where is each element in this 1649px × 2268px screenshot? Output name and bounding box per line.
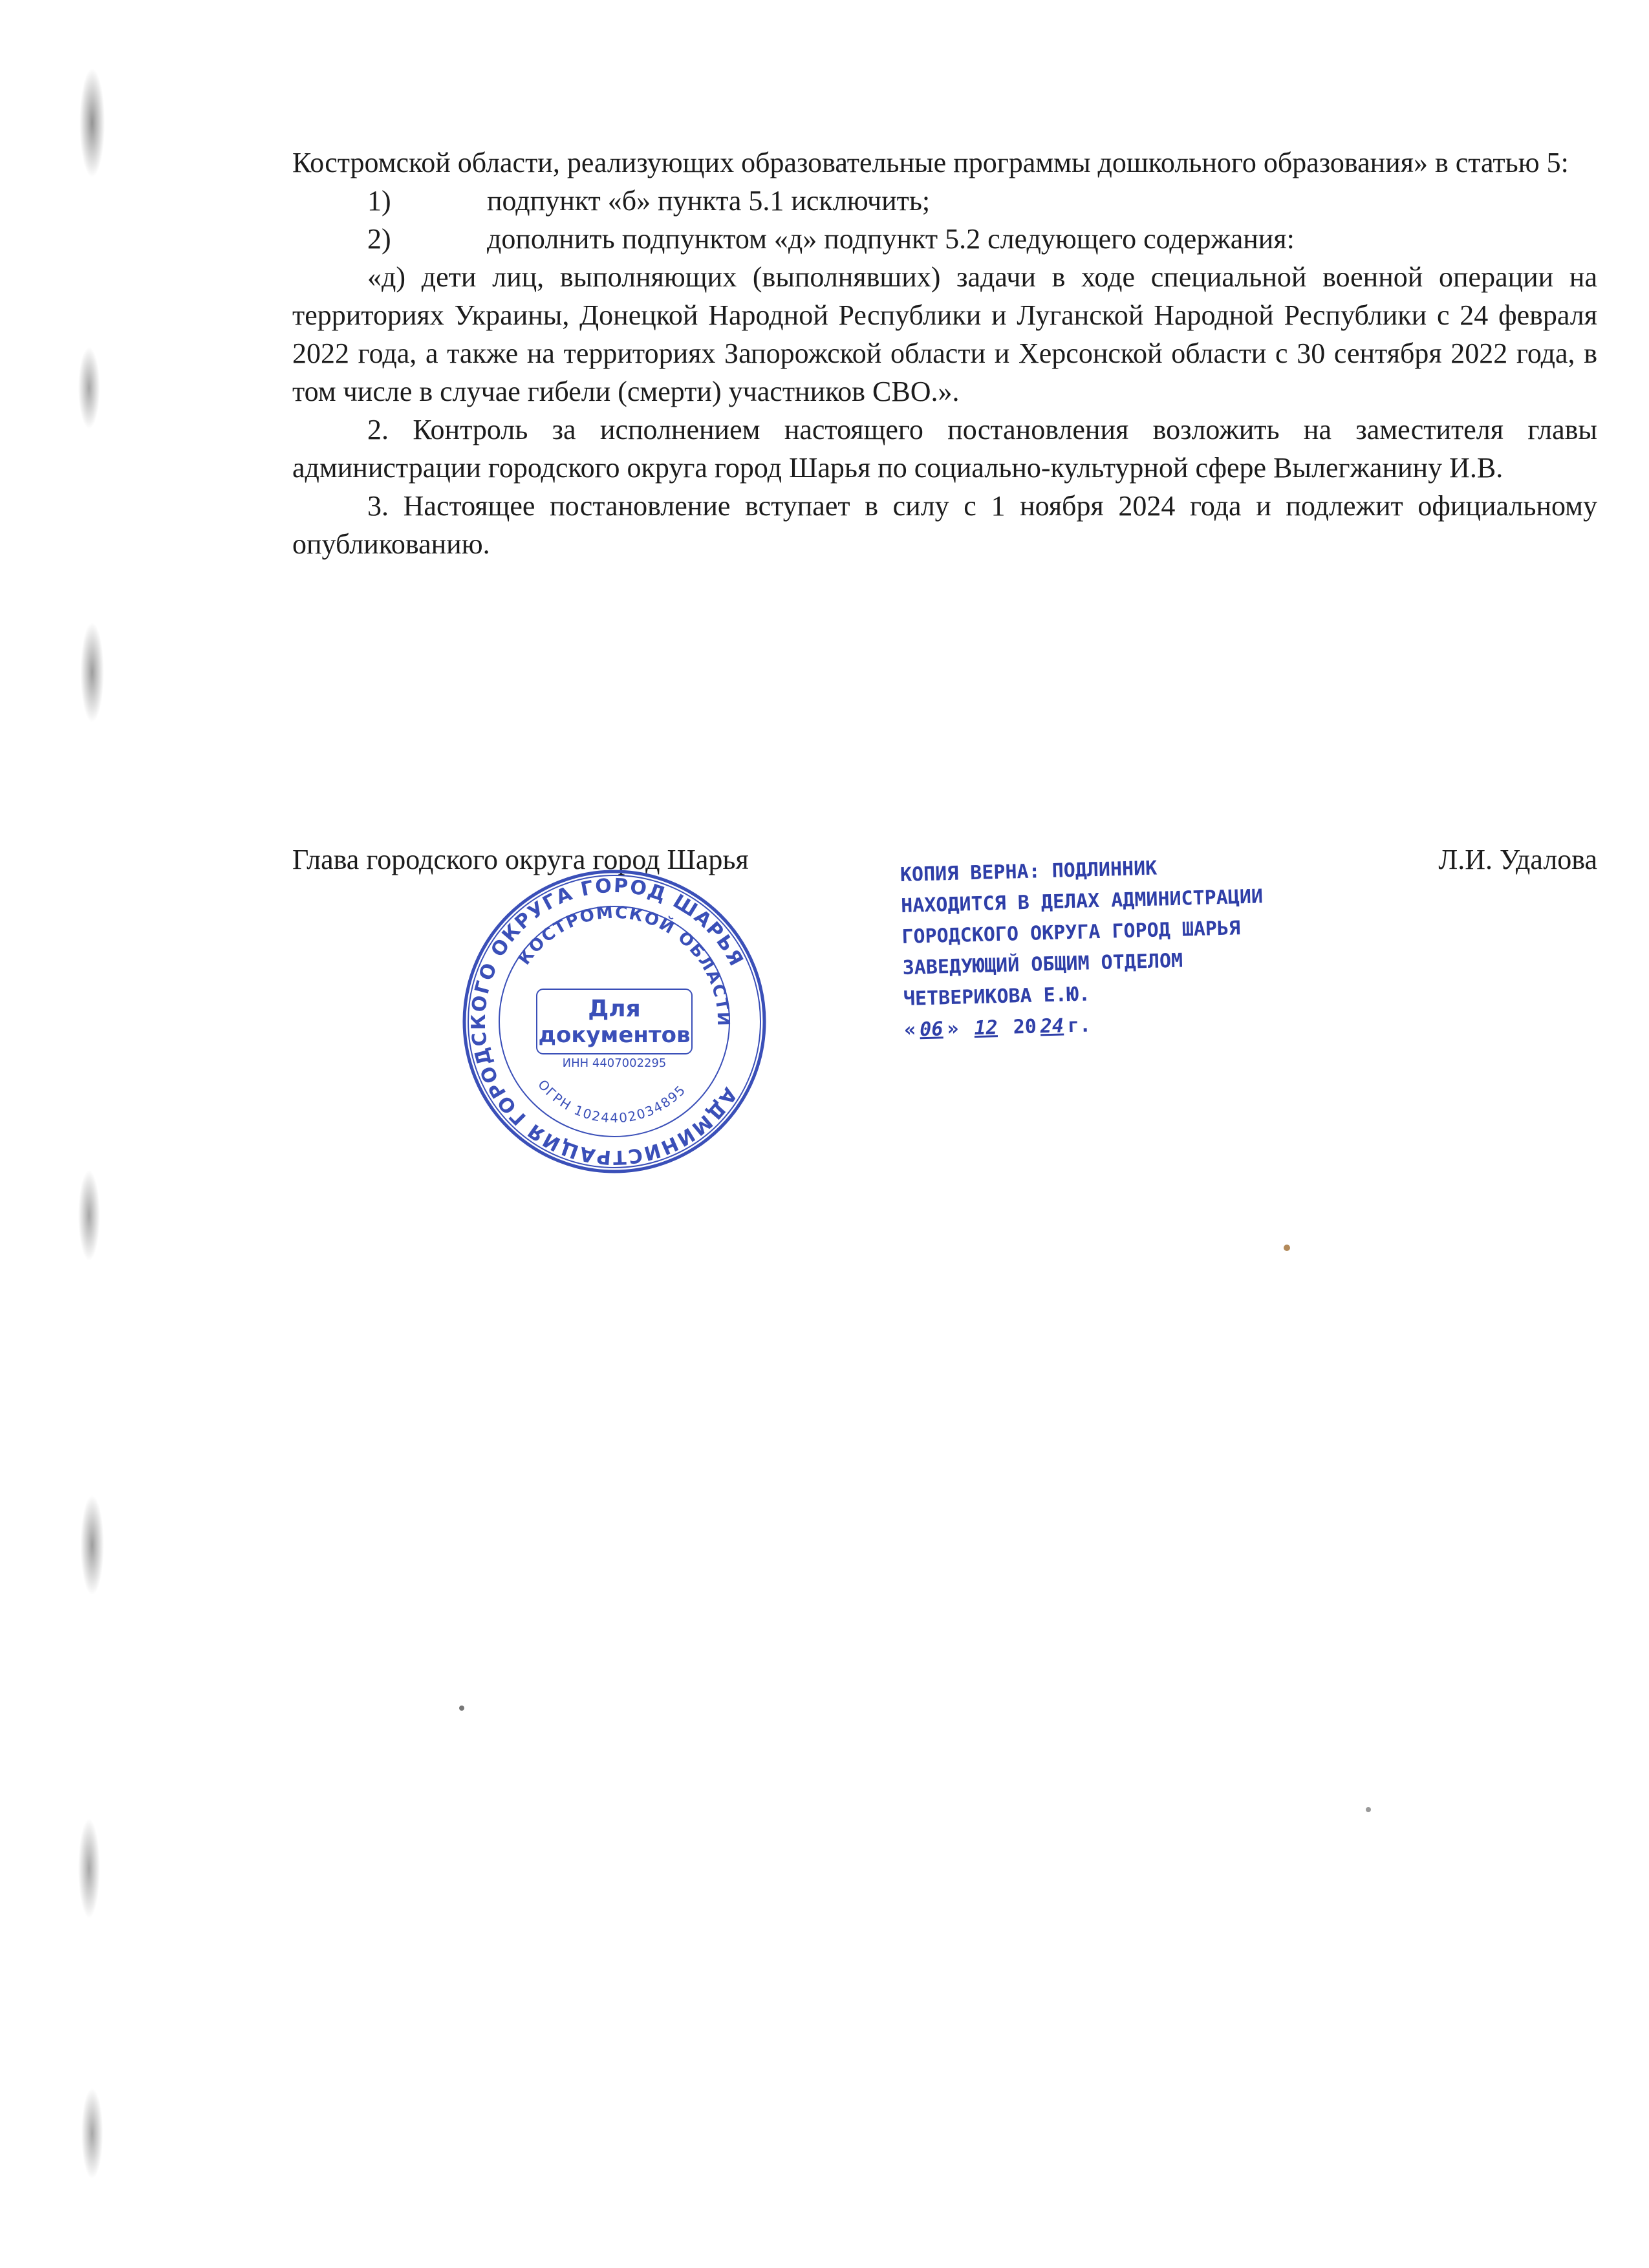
- list-item-text: подпункт «б» пункта 5.1 исключить;: [487, 185, 931, 217]
- list-item: [292, 182, 1597, 220]
- cert-date-day: 06: [919, 1018, 943, 1042]
- cert-date-sep: »: [946, 1017, 959, 1041]
- paragraph-intro: Костромской области, реализующих образовательные программы дошкольного образования» в статью 5:: [292, 147, 1569, 178]
- paragraph-subpoint-d: «д) дети лиц, выполняющих (выполнявших) задачи в ходе специальной военной операции на территориях Украины, Донецкой Народной Республики и Луганской Народной Республики с 24 февраля 2022 года, а также на территориях Запорожской области и Херсонской области с 30 сентября 2022 года, в том числе в случае гибели (смерти) участников СВО.».: [292, 261, 1597, 407]
- seal-inn: ИНН 4407002295: [562, 1056, 667, 1070]
- cert-year-suffix: 24: [1040, 1014, 1064, 1038]
- svg-text:ОГРН 1024402034895: [535, 1076, 689, 1126]
- signatory-name: Л.И. Удалова: [1438, 844, 1597, 875]
- scan-speck: [1284, 1245, 1290, 1251]
- cert-line-4: ЗАВЕДУЮЩИЙ ОБЩИМ ОТДЕЛОМ: [902, 949, 1183, 979]
- seal-outer-text: АДМИНИСТРАЦИЯ ГОРОДСКОГО ОКРУГА ГОРОД ШАРЬЯ: [467, 874, 748, 1169]
- official-seal: [459, 866, 770, 1177]
- signatory-title: Глава городского округа город Шарья: [292, 844, 749, 875]
- seal-center-line1: Для: [588, 996, 641, 1022]
- document-body: [292, 144, 1597, 563]
- list-item-number: 2): [367, 223, 391, 255]
- cert-year-end: г.: [1067, 1014, 1092, 1038]
- cert-line-5: ЧЕТВЕРИКОВА Е.Ю.: [903, 983, 1091, 1011]
- cert-line-3: ГОРОДСКОГО ОКРУГА ГОРОД ШАРЬЯ: [901, 917, 1241, 948]
- paragraph-effective-date: 3. Настоящее постановление вступает в силу с 1 ноября 2024 года и подлежит официальному опубликованию.: [292, 490, 1597, 560]
- cert-line-1: КОПИЯ ВЕРНА: ПОДЛИННИК: [900, 857, 1158, 886]
- cert-date-open: «: [903, 1018, 916, 1042]
- list-item-text: дополнить подпунктом «д» подпункт 5.2 следующего содержания:: [487, 223, 1295, 255]
- certification-stamp: [900, 847, 1396, 1046]
- cert-year-prefix: 20: [1013, 1015, 1037, 1039]
- seal-ogrn: ОГРН 1024402034895: [535, 1076, 689, 1126]
- seal-center-line2: документов: [538, 1022, 691, 1048]
- cert-date-month: 12: [974, 1016, 998, 1040]
- list-item: [292, 220, 1597, 258]
- scan-speck: [1366, 1807, 1371, 1812]
- cert-line-2: НАХОДИТСЯ В ДЕЛАХ АДМИНИСТРАЦИИ: [900, 885, 1264, 917]
- scan-edge-shadow: [61, 0, 123, 2268]
- paragraph-control: 2. Контроль за исполнением настоящего постановления возложить на заместителя главы администрации городского округа город Шарья по социально-культурной сфере Вылегжанину И.В.: [292, 414, 1597, 484]
- scan-speck: [459, 1706, 464, 1711]
- seal-inner-text: КОСТРОМСКОЙ ОБЛАСТИ: [515, 903, 733, 1028]
- list-item-number: 1): [367, 185, 391, 217]
